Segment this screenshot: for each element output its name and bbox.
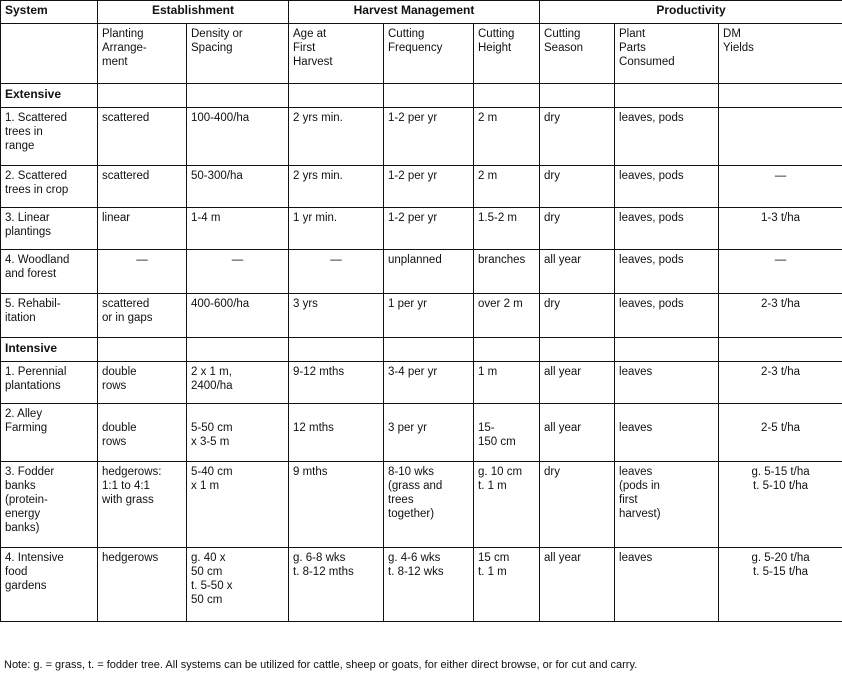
density: 5-50 cm x 3-5 m <box>187 404 289 462</box>
header-cutting-season: Cutting Season <box>540 24 615 84</box>
cutting-season: all year <box>540 404 615 462</box>
header-productivity: Productivity <box>540 1 842 24</box>
system-name: 5. Rehabil- itation <box>1 294 98 338</box>
density: 400-600/ha <box>187 294 289 338</box>
header-system: System <box>1 1 98 24</box>
table-row <box>1 548 842 622</box>
cutting-height: 1.5-2 m <box>474 208 540 250</box>
system-name: 4. Woodland and forest <box>1 250 98 294</box>
cutting-season: dry <box>540 462 615 548</box>
header-plant-parts: Plant Parts Consumed <box>615 24 719 84</box>
header-planting-arrangement: Planting Arrange- ment <box>98 24 187 84</box>
planting-arrangement: linear <box>98 208 187 250</box>
cutting-frequency: 3-4 per yr <box>384 362 474 404</box>
cutting-frequency: 1-2 per yr <box>384 166 474 208</box>
table-row <box>1 362 842 404</box>
dm-yields: — <box>719 250 842 294</box>
plant-parts: leaves, pods <box>615 294 719 338</box>
cutting-season: dry <box>540 166 615 208</box>
cutting-height: branches <box>474 250 540 294</box>
density: — <box>187 250 289 294</box>
plant-parts: leaves <box>615 362 719 404</box>
group-header-row <box>1 1 842 24</box>
sub-header-row <box>1 24 842 84</box>
age-first-harvest: 12 mths <box>289 404 384 462</box>
plant-parts: leaves, pods <box>615 108 719 166</box>
cutting-frequency: 1-2 per yr <box>384 108 474 166</box>
planting-arrangement: hedgerows <box>98 548 187 622</box>
plant-parts: leaves <box>615 548 719 622</box>
planting-arrangement: scattered or in gaps <box>98 294 187 338</box>
planting-arrangement: hedgerows: 1:1 to 4:1 with grass <box>98 462 187 548</box>
header-age-first-harvest: Age at First Harvest <box>289 24 384 84</box>
dm-yields <box>719 108 842 166</box>
cutting-height: 15 cm t. 1 m <box>474 548 540 622</box>
planting-arrangement: double rows <box>98 404 187 462</box>
header-dm-yields: DM Yields <box>719 24 842 84</box>
cutting-season: all year <box>540 250 615 294</box>
density: 100-400/ha <box>187 108 289 166</box>
age-first-harvest: 1 yr min. <box>289 208 384 250</box>
cutting-frequency: 1 per yr <box>384 294 474 338</box>
cutting-season: dry <box>540 108 615 166</box>
cutting-height: over 2 m <box>474 294 540 338</box>
header-harvest-management: Harvest Management <box>289 1 540 24</box>
table-row <box>1 294 842 338</box>
plant-parts: leaves, pods <box>615 208 719 250</box>
system-name: 3. Fodder banks (protein- energy banks) <box>1 462 98 548</box>
header-establishment: Establishment <box>98 1 289 24</box>
system-name: 1. Scattered trees in range <box>1 108 98 166</box>
system-name: 1. Perennial plantations <box>1 362 98 404</box>
age-first-harvest: g. 6-8 wks t. 8-12 mths <box>289 548 384 622</box>
table-row <box>1 208 842 250</box>
cutting-season: dry <box>540 294 615 338</box>
header-cutting-frequency: Cutting Frequency <box>384 24 474 84</box>
cutting-height: 15- 150 cm <box>474 404 540 462</box>
cutting-frequency: 8-10 wks (grass and trees together) <box>384 462 474 548</box>
cutting-season: all year <box>540 362 615 404</box>
planting-arrangement: double rows <box>98 362 187 404</box>
table-row <box>1 250 842 294</box>
planting-arrangement: scattered <box>98 166 187 208</box>
dm-yields: g. 5-20 t/ha t. 5-15 t/ha <box>719 548 842 622</box>
system-name: 2. Scattered trees in crop <box>1 166 98 208</box>
cutting-frequency: 1-2 per yr <box>384 208 474 250</box>
cutting-frequency: unplanned <box>384 250 474 294</box>
cutting-frequency: g. 4-6 wks t. 8-12 wks <box>384 548 474 622</box>
age-first-harvest: 2 yrs min. <box>289 166 384 208</box>
age-first-harvest: 2 yrs min. <box>289 108 384 166</box>
cutting-frequency: 3 per yr <box>384 404 474 462</box>
plant-parts: leaves (pods in first harvest) <box>615 462 719 548</box>
density: 2 x 1 m, 2400/ha <box>187 362 289 404</box>
cutting-height: 2 m <box>474 166 540 208</box>
header-cutting-height: Cutting Height <box>474 24 540 84</box>
cutting-height: 2 m <box>474 108 540 166</box>
header-system-blank <box>1 24 98 84</box>
table-row <box>1 166 842 208</box>
section-row-extensive <box>1 84 842 108</box>
table-footnote: Note: g. = grass, t. = fodder tree. All systems can be utilized for cattle, sheep or goats, for either direct browse, or for cut and carry. <box>4 659 638 671</box>
dm-yields: 2-3 t/ha <box>719 362 842 404</box>
system-name: 2. Alley Farming <box>1 404 98 462</box>
section-label-extensive: Extensive <box>1 84 98 108</box>
dm-yields: 2-3 t/ha <box>719 294 842 338</box>
cutting-height: g. 10 cm t. 1 m <box>474 462 540 548</box>
age-first-harvest: 9-12 mths <box>289 362 384 404</box>
density: 50-300/ha <box>187 166 289 208</box>
system-name: 4. Intensive food gardens <box>1 548 98 622</box>
plant-parts: leaves, pods <box>615 250 719 294</box>
dm-yields: g. 5-15 t/ha t. 5-10 t/ha <box>719 462 842 548</box>
dm-yields: — <box>719 166 842 208</box>
planting-arrangement: — <box>98 250 187 294</box>
section-row-intensive <box>1 338 842 362</box>
age-first-harvest: — <box>289 250 384 294</box>
table-row <box>1 404 842 462</box>
cutting-season: dry <box>540 208 615 250</box>
header-density: Density or Spacing <box>187 24 289 84</box>
section-label-intensive: Intensive <box>1 338 98 362</box>
density: g. 40 x 50 cm t. 5-50 x 50 cm <box>187 548 289 622</box>
system-name: 3. Linear plantings <box>1 208 98 250</box>
age-first-harvest: 3 yrs <box>289 294 384 338</box>
dm-yields: 2-5 t/ha <box>719 404 842 462</box>
age-first-harvest: 9 mths <box>289 462 384 548</box>
dm-yields: 1-3 t/ha <box>719 208 842 250</box>
cutting-height: 1 m <box>474 362 540 404</box>
table-row <box>1 108 842 166</box>
plant-parts: leaves <box>615 404 719 462</box>
plant-parts: leaves, pods <box>615 166 719 208</box>
density: 1-4 m <box>187 208 289 250</box>
planting-arrangement: scattered <box>98 108 187 166</box>
table-row <box>1 462 842 548</box>
density: 5-40 cm x 1 m <box>187 462 289 548</box>
cutting-season: all year <box>540 548 615 622</box>
